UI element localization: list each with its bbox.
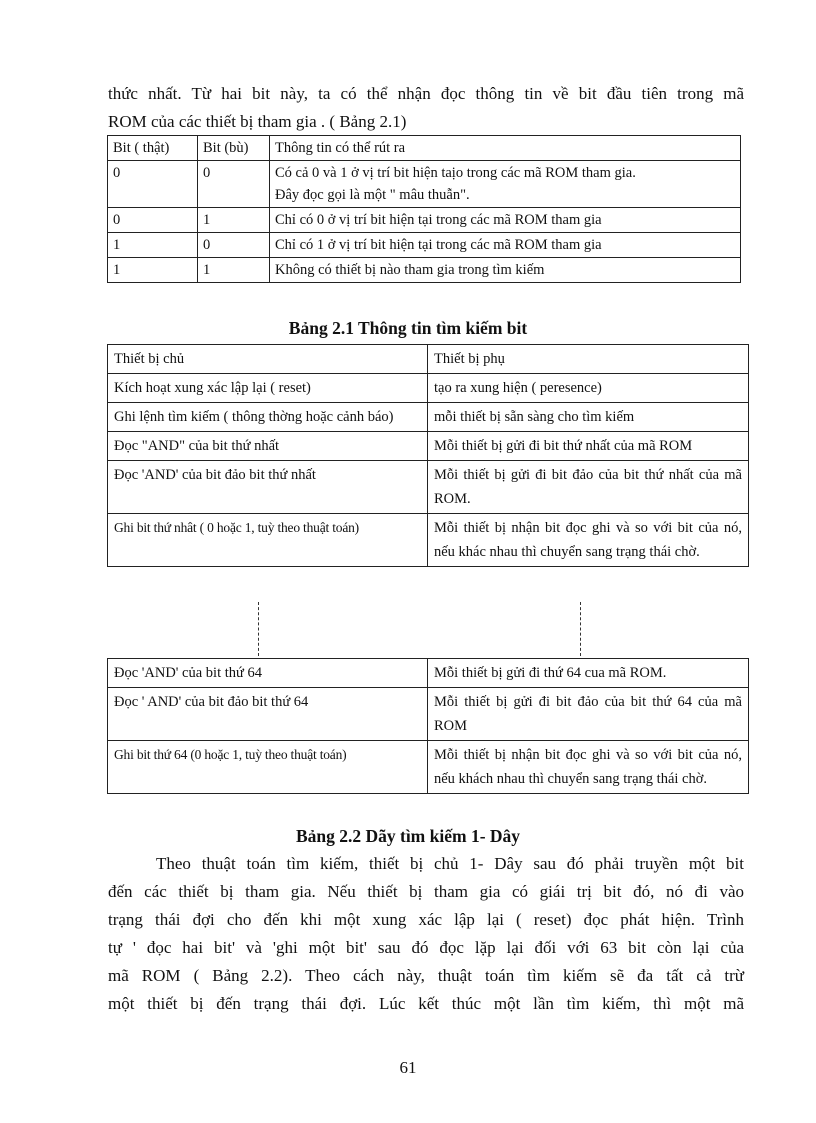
cell-info: Chỉ có 0 ở vị trí bit hiện tại trong các mã ROM tham gia: [270, 208, 741, 233]
table-row: [108, 161, 741, 208]
cell-bit-true: 0: [108, 208, 198, 233]
body-line: tự ' đọc hai bit' và 'ghi một bit' sau đó đọc lặp lại đối với 63 bit còn lại của: [108, 938, 744, 957]
table-header-row: [108, 136, 741, 161]
table-row: [108, 374, 749, 403]
cell-slave: Mỗi thiết bị nhận bit đọc ghi và so với bit của nó, nếu khách nhau thì chuyển sang trạng thái chờ.: [428, 741, 749, 794]
cell-slave: tạo ra xung hiện ( peresence): [428, 374, 749, 403]
header-bit-true: Bit ( thật): [108, 136, 198, 161]
intro-line: ROM của các thiết bị tham gia . ( Bảng 2.1): [108, 112, 407, 131]
header-bit-complement: Bit (bù): [198, 136, 270, 161]
cell-master: Ghi bit thứ nhât ( 0 hoặc 1, tuỳ theo thuật toán): [108, 514, 428, 567]
cell-bit-complement: 1: [198, 258, 270, 283]
continuation-dash: [258, 602, 259, 656]
cell-info: [270, 161, 741, 208]
cell-info-line: Đây đọc gọi là một " mâu thuẫn".: [275, 187, 470, 203]
cell-slave: Mỗi thiết bị gửi đi thứ 64 cua mã ROM.: [428, 659, 749, 688]
table-row: [108, 514, 749, 567]
table-row: [108, 208, 741, 233]
cell-master: Ghi bit thứ 64 (0 hoặc 1, tuỳ theo thuật toán): [108, 741, 428, 794]
cell-bit-true: 1: [108, 258, 198, 283]
table-row: [108, 233, 741, 258]
table-row: [108, 741, 749, 794]
body-line: trạng thái đợi cho đến khi một xung xác lập lại ( reset) đọc phát hiện. Trình: [108, 910, 744, 929]
cell-bit-complement: 0: [198, 233, 270, 258]
cell-bit-true: 0: [108, 161, 198, 208]
cell-master: Kích hoạt xung xác lập lại ( reset): [108, 374, 428, 403]
table-row: [108, 432, 749, 461]
cell-slave: Mỗi thiết bị gửi đi bit đảo của bit thứ 64 của mã ROM: [428, 688, 749, 741]
table-row: [108, 688, 749, 741]
table-caption: Bảng 2.1 Thông tin tìm kiếm bit: [288, 318, 528, 338]
cell-master: Đọc 'AND' của bit đảo bit thứ nhất: [108, 461, 428, 514]
table-row: [108, 258, 741, 283]
page-number: 61: [399, 1058, 417, 1077]
cell-slave: Mỗi thiết bị gửi đi bit thứ nhất của mã ROM: [428, 432, 749, 461]
body-paragraph: [108, 850, 744, 1018]
cell-slave: Mỗi thiết bị gửi đi bit đảo của bit thứ nhất của mã ROM.: [428, 461, 749, 514]
table-row: [108, 403, 749, 432]
cell-slave: Mỗi thiết bị nhận bit đọc ghi và so với bit của nó, nếu khác nhau thì chuyển sang trạng thái chờ.: [428, 514, 749, 567]
body-line: Theo thuật toán tìm kiếm, thiết bị chủ 1- Dây sau đó phải truyền một bit: [156, 854, 744, 873]
search-sequence-table-end: [107, 658, 749, 794]
body-line: một thiết bị đến trạng thái đợi. Lúc kết thúc một lần tìm kiếm, thì một mã: [108, 994, 744, 1013]
table-row: [108, 659, 749, 688]
cell-master: Đọc ' AND' của bit đảo bit thứ 64: [108, 688, 428, 741]
cell-bit-complement: 0: [198, 161, 270, 208]
intro-paragraph: [108, 80, 744, 136]
header-master: Thiết bị chủ: [108, 345, 428, 374]
cell-info: Không có thiết bị nào tham gia trong tìm kiếm: [270, 258, 741, 283]
bit-info-table: [107, 135, 741, 283]
cell-info: Chỉ có 1 ở vị trí bit hiện tại trong các mã ROM tham gia: [270, 233, 741, 258]
continuation-dash: [580, 602, 581, 656]
cell-master: Ghi lệnh tìm kiếm ( thông thờng hoặc cảnh báo): [108, 403, 428, 432]
cell-bit-true: 1: [108, 233, 198, 258]
cell-bit-complement: 1: [198, 208, 270, 233]
cell-slave: mỗi thiết bị sẵn sàng cho tìm kiếm: [428, 403, 749, 432]
intro-line: thức nhất. Từ hai bit này, ta có thể nhận đọc thông tin về bit đầu tiên trong mã: [108, 84, 744, 103]
body-line: đến các thiết bị tham gia. Nếu thiết bị tham gia có giái trị bit đó, nó đi vào: [108, 882, 744, 901]
table-caption: Bảng 2.2 Dãy tìm kiếm 1- Dây: [295, 826, 521, 846]
body-line: mã ROM ( Bảng 2.2). Theo cách này, thuật toán tìm kiếm sẽ đa tất cả trừ: [108, 966, 744, 985]
cell-master: Đọc 'AND' của bit thứ 64: [108, 659, 428, 688]
cell-master: Đọc "AND" của bit thứ nhất: [108, 432, 428, 461]
search-sequence-table: [107, 344, 749, 567]
table-header-row: [108, 345, 749, 374]
header-slave: Thiết bị phụ: [428, 345, 749, 374]
header-info: Thông tin có thể rút ra: [270, 136, 741, 161]
cell-info-line: Có cả 0 và 1 ở vị trí bit hiện taịo trong các mã ROM tham gia.: [275, 165, 636, 181]
table-row: [108, 461, 749, 514]
